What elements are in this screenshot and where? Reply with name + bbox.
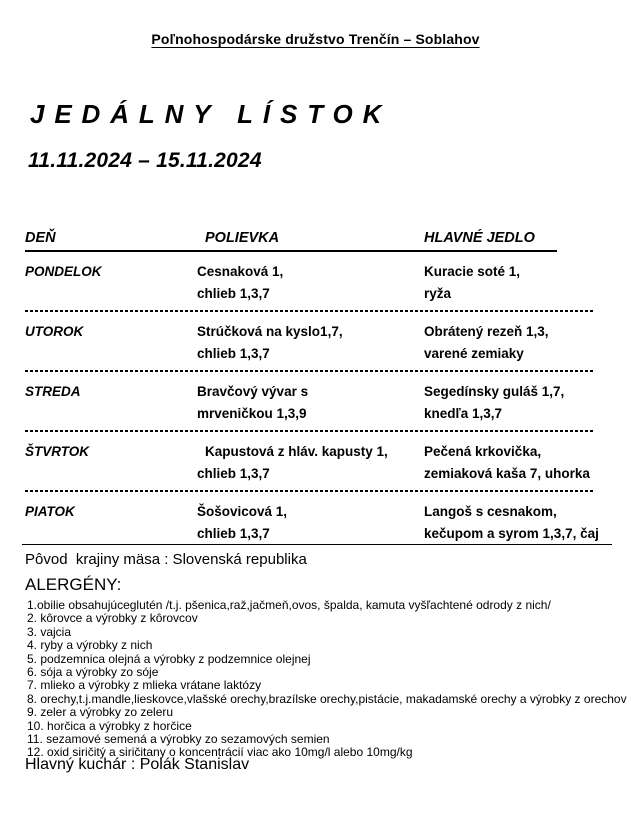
soup-line-1: Kapustová z hláv. kapusty 1, <box>205 444 388 459</box>
main-line-2: kečupom a syrom 1,3,7, čaj <box>424 526 599 541</box>
table-row-thursday <box>25 432 595 490</box>
col-header-main: HLAVNÉ JEDLO <box>424 230 535 246</box>
soup-line-2: chlieb 1,3,7 <box>197 526 270 541</box>
table-row-tuesday <box>25 312 595 370</box>
allergen-item: 11. sezamové semená a výrobky zo sezamových semien <box>27 732 330 747</box>
main-line-1: Langoš s cesnakom, <box>424 504 557 519</box>
day-label: PIATOK <box>25 504 75 519</box>
soup-cell <box>197 501 424 545</box>
allergen-item: 10. horčica a výrobky z horčice <box>27 718 192 733</box>
main-line-1: Kuracie soté 1, <box>424 264 521 279</box>
main-line-2: knedľa 1,3,7 <box>424 406 502 421</box>
allergen-item: 7. mlieko a výrobky z mlieka vrátane laktózy <box>27 678 262 693</box>
menu-table <box>25 230 599 550</box>
allergen-item: 9. zeler a výrobky zo zeleru <box>27 705 174 720</box>
soup-line-2: chlieb 1,3,7 <box>197 466 270 481</box>
allergen-item: 1.obilie obsahujúceglutén /t.j. pšenica,raž,jačmeň,ovos, špalda, kamuta vyšľachtené odrody z nich/ <box>27 598 551 612</box>
main-dish-cell <box>424 261 595 305</box>
soup-cell <box>197 261 424 305</box>
allergens-list <box>27 599 627 760</box>
main-line-2: zemiaková kaša 7, uhorka <box>424 466 590 481</box>
main-line-1: Obrátený rezeň 1,3, <box>424 324 549 339</box>
col-header-soup: POLIEVKA <box>205 230 280 246</box>
soup-line-1: Strúčková na kyslo1,7, <box>197 324 343 339</box>
main-dish-cell <box>424 501 599 545</box>
main-dish-cell <box>424 441 595 485</box>
chef-line: Hlavný kuchár : Polák Stanislav <box>25 756 250 773</box>
allergen-item: 8. orechy,t.j.mandle,lieskovce,vlašské orechy,brazílske orechy,pistácie, makadamské orechy a výrobky z orechov <box>27 691 627 706</box>
main-line-2: varené zemiaky <box>424 346 524 361</box>
table-row-wednesday <box>25 372 595 430</box>
soup-line-1: Cesnaková 1, <box>197 264 284 279</box>
main-line-1: Segedínsky guláš 1,7, <box>424 384 565 399</box>
menu-title: JEDÁLNY LÍSTOK <box>30 99 392 129</box>
table-row-friday <box>25 492 599 550</box>
allergen-item: 5. podzemnica olejná a výrobky z podzemnice olejnej <box>27 651 311 666</box>
table-header-row <box>25 230 557 252</box>
section-divider <box>22 544 612 545</box>
date-range: 11.11.2024 – 15.11.2024 <box>28 149 262 172</box>
org-title: Poľnohospodárske družstvo Trenčín – Soblahov <box>151 31 480 47</box>
allergen-item: 6. sója a výrobky zo sóje <box>27 665 159 680</box>
meat-origin-text: Pôvod krajiny mäsa : Slovenská republika <box>25 551 307 568</box>
table-row-monday <box>25 252 595 310</box>
soup-cell <box>197 321 424 365</box>
day-label: PONDELOK <box>25 264 102 279</box>
allergen-item: 12. oxid siričitý a siričitany o koncentrácií viac ako 10mg/l alebo 10mg/kg <box>27 745 413 760</box>
day-label: STREDA <box>25 384 81 399</box>
soup-line-1: Šošovicová 1, <box>197 504 288 519</box>
allergen-item: 3. vajcia <box>27 624 72 639</box>
main-line-2: ryža <box>424 286 452 301</box>
soup-line-2: chlieb 1,3,7 <box>197 346 270 361</box>
main-dish-cell <box>424 381 595 425</box>
soup-cell <box>197 441 424 485</box>
allergen-item: 2. kôrovce a výrobky z kôrovcov <box>27 611 198 626</box>
allergens-title: ALERGÉNY: <box>25 575 122 594</box>
col-header-day: DEŇ <box>25 230 56 246</box>
main-line-1: Pečená krkovička, <box>424 444 542 459</box>
soup-cell <box>197 381 424 425</box>
day-label: UTOROK <box>25 324 84 339</box>
day-label: ŠTVRTOK <box>25 444 90 459</box>
soup-line-2: chlieb 1,3,7 <box>197 286 270 301</box>
main-dish-cell <box>424 321 595 365</box>
soup-line-2: mrveničkou 1,3,9 <box>197 406 307 421</box>
allergen-item: 4. ryby a výrobky z nich <box>27 638 153 653</box>
org-header <box>0 31 631 49</box>
soup-line-1: Bravčový vývar s <box>197 384 309 399</box>
